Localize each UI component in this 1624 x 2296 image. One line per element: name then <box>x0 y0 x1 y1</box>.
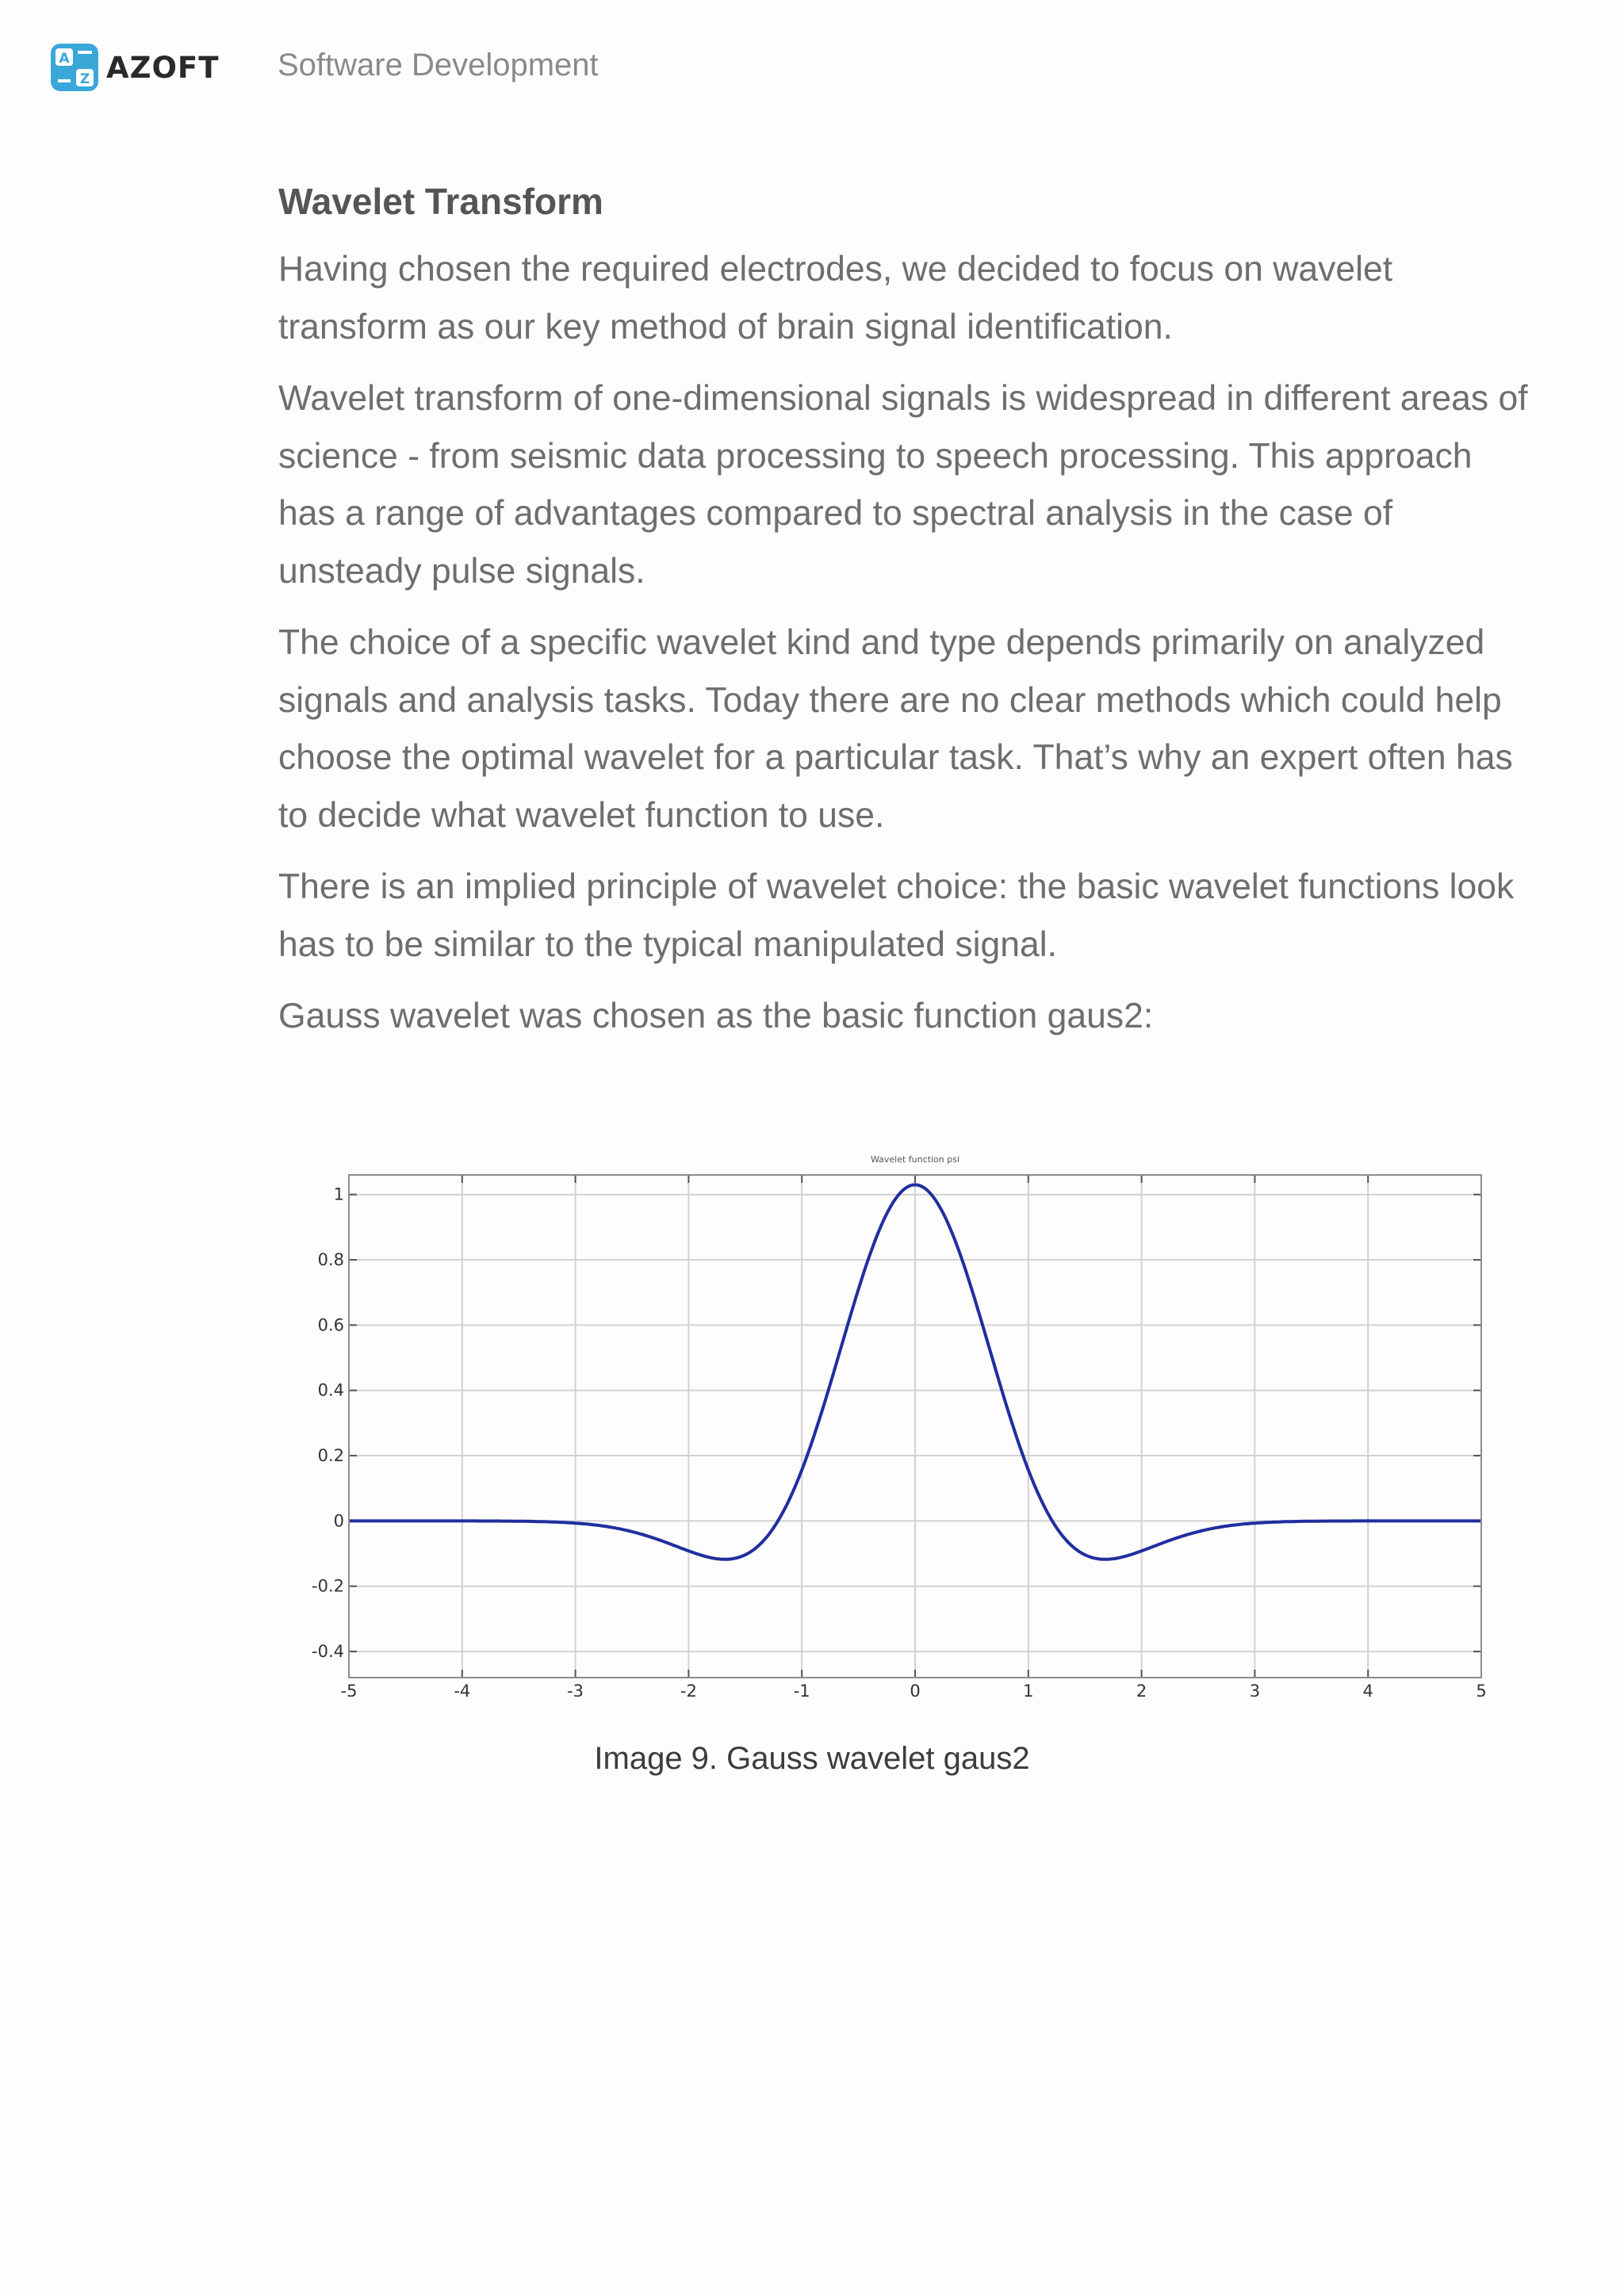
y-tick-label: 0.2 <box>317 1446 344 1466</box>
y-tick-label: 0.6 <box>317 1315 344 1335</box>
page-header <box>51 41 219 94</box>
azoft-logo-mark-icon <box>51 44 98 91</box>
x-tick-label: -3 <box>567 1682 584 1697</box>
figure-caption: Image 9. Gauss wavelet gaus2 <box>594 1741 1030 1776</box>
x-tick-label: -2 <box>680 1682 697 1697</box>
y-tick-label: 1 <box>333 1184 344 1204</box>
logo-letter-z: Z <box>79 71 90 87</box>
article-body <box>278 176 1531 1060</box>
x-tick-label: 0 <box>910 1682 921 1697</box>
x-tick-label: 3 <box>1249 1682 1261 1697</box>
chart-ticks <box>312 1175 1487 1697</box>
paragraph-2: Wavelet transform of one-dimensional signals is widespread in different areas of science - from seismic data processing to speech processing. This approach has a range of advantages compared to spectral analysis in the case of unsteady pulse signals. <box>278 379 1528 591</box>
logo-letter-a: A <box>59 51 70 67</box>
x-tick-label: 5 <box>1476 1682 1487 1697</box>
paragraph-1: Having chosen the required electrodes, we decided to focus on wavelet transform as our key method of brain signal identification. <box>278 250 1393 346</box>
chart-title: Wavelet function psi <box>870 1154 960 1165</box>
header-section-label: Software Development <box>278 48 599 82</box>
wavelet-chart <box>279 1142 1492 1697</box>
y-tick-label: -0.2 <box>312 1576 344 1596</box>
paragraph-3: The choice of a specific wavelet kind and type depends primarily on analyzed signals and analysis tasks. Today there are no clear methods which could help choose the optimal wavelet for a particular task. That’s why an expert often has to decide what wavelet function to use. <box>278 623 1513 835</box>
chart-grid <box>349 1175 1481 1678</box>
x-tick-label: 1 <box>1023 1682 1034 1697</box>
y-tick-label: 0.8 <box>317 1250 344 1270</box>
y-tick-label: 0.4 <box>317 1380 344 1400</box>
logo-wordmark: AZOFT <box>106 50 220 85</box>
paragraph-5: Gauss wavelet was chosen as the basic function gaus2: <box>278 997 1154 1035</box>
x-tick-label: -5 <box>340 1682 358 1697</box>
x-tick-label: 2 <box>1136 1682 1147 1697</box>
x-tick-label: -1 <box>793 1682 810 1697</box>
paragraph-4: There is an implied principle of wavelet choice: the basic wavelet functions look has to be similar to the typical manipulated signal. <box>278 867 1515 964</box>
y-tick-label: 0 <box>333 1511 344 1531</box>
azoft-logo <box>51 44 219 91</box>
x-tick-label: 4 <box>1362 1682 1373 1697</box>
x-tick-label: -4 <box>454 1682 471 1697</box>
y-tick-label: -0.4 <box>312 1642 344 1662</box>
section-title: Wavelet Transform <box>278 181 603 222</box>
